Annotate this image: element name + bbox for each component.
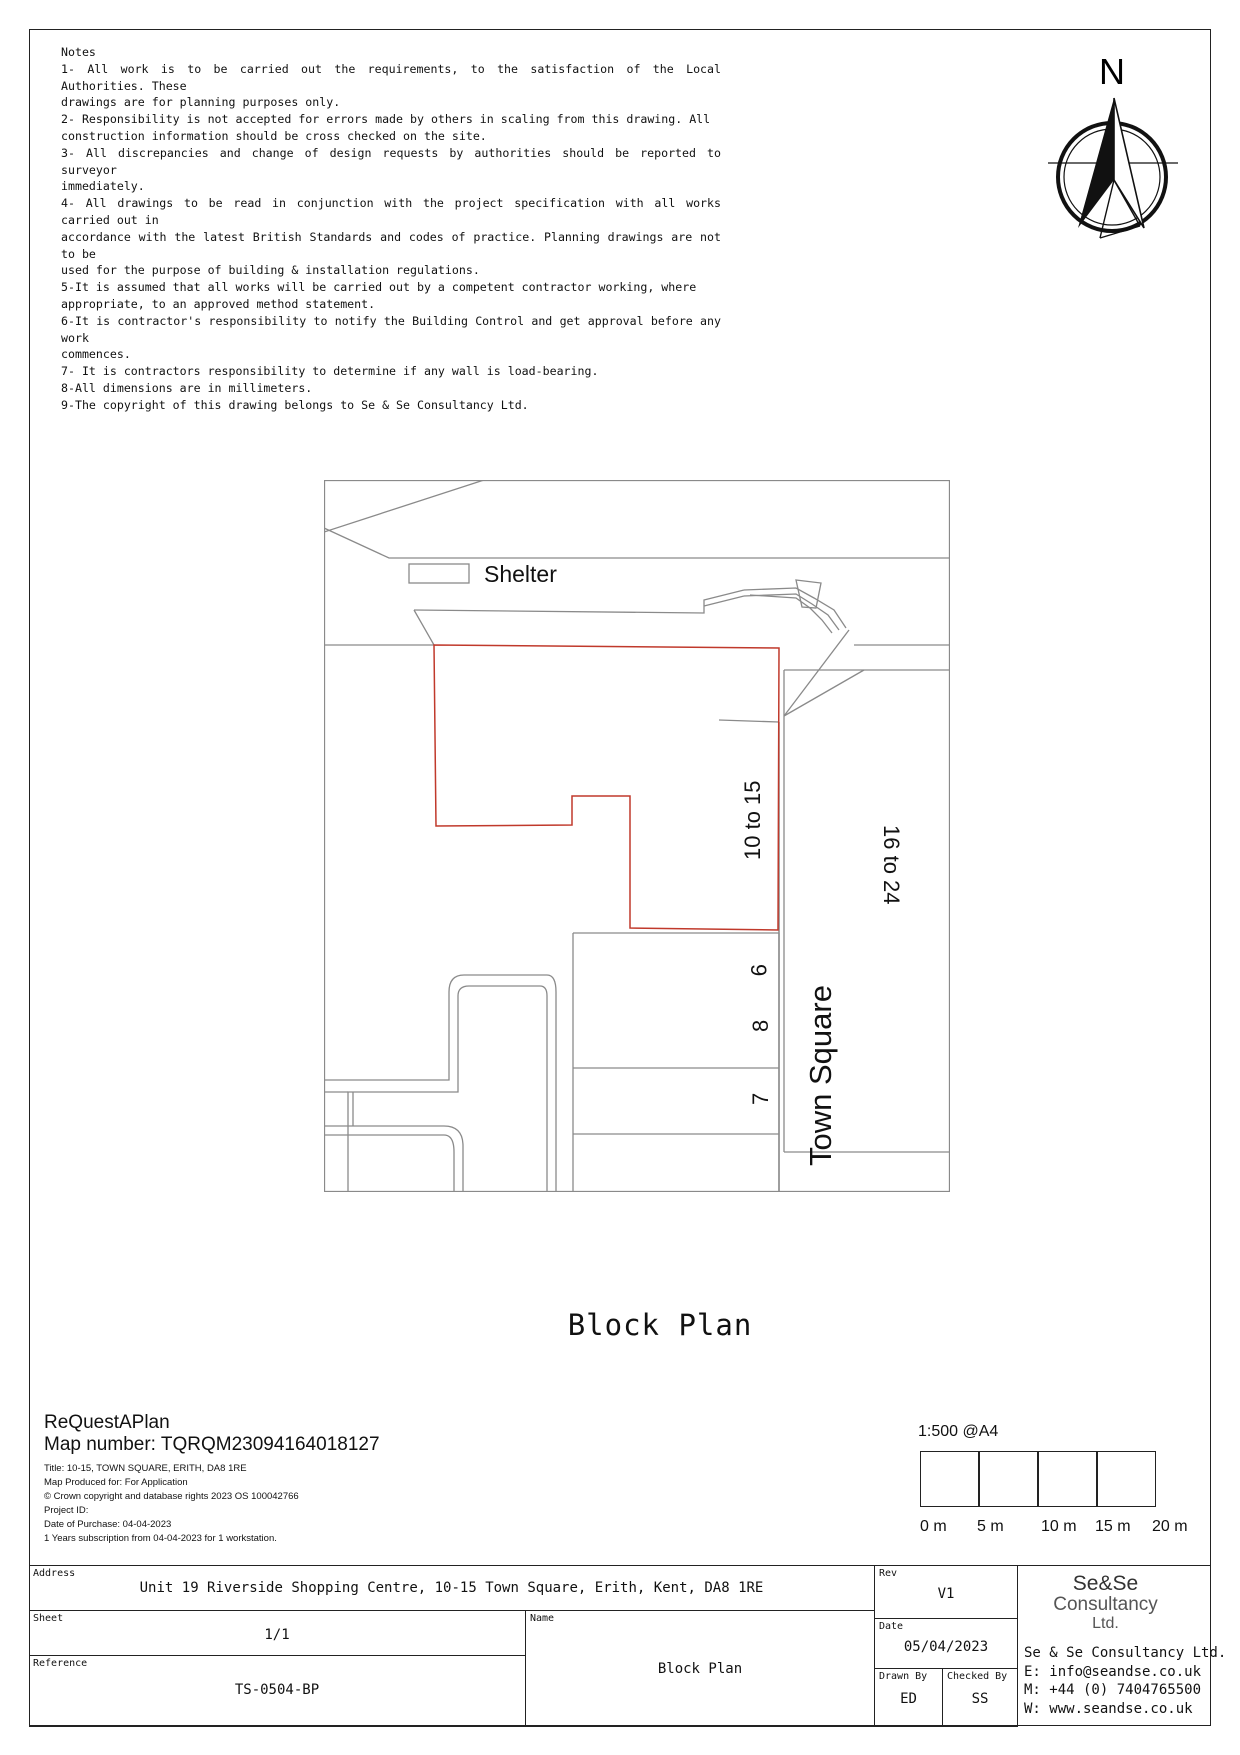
note-line: 5-It is assumed that all works will be carried out by a competent contractor working, where [61, 280, 697, 295]
scale-tick: 10 m [1041, 1518, 1077, 1535]
sheet-caption: Sheet [33, 1613, 64, 1624]
scale-label: 1:500 @A4 [918, 1423, 999, 1440]
sheet-value: 1/1 [264, 1627, 290, 1643]
note-line: 1- All work is to be carried out the requirements, to the satisfaction of the Local Authorities. These [61, 61, 721, 93]
map-label-shelter: Shelter [484, 561, 557, 587]
rap-line: 1 Years subscription from 04-04-2023 for 1 workstation. [44, 1533, 277, 1544]
company-email[interactable]: E: info@seandse.co.uk [1024, 1663, 1202, 1680]
company-web[interactable]: W: www.seandse.co.uk [1024, 1700, 1193, 1717]
plan-title: Block Plan [567, 1308, 753, 1342]
map-label-unit-9: 9 [746, 964, 771, 977]
scale-tick: 0 m [920, 1518, 947, 1535]
company-logo-line2: Consultancy [1053, 1594, 1158, 1615]
drawn-caption: Drawn By [879, 1671, 928, 1682]
map-label-unit-8: 8 [748, 1019, 773, 1032]
date-value: 05/04/2023 [903, 1639, 989, 1655]
note-line: immediately. [61, 179, 145, 194]
company-logo-line3: Ltd. [1092, 1615, 1119, 1632]
note-line: appropriate, to an approved method statement. [61, 296, 376, 311]
note-line: commences. [61, 347, 131, 362]
scale-bar [920, 1451, 1158, 1509]
reference-value: TS-0504-BP [234, 1682, 320, 1698]
company-name: Se & Se Consultancy Ltd. [1024, 1645, 1227, 1661]
scale-tick: 5 m [977, 1518, 1004, 1535]
company-logo-line1: Se&Se [1072, 1572, 1139, 1595]
rap-brand: ReQuestAPlan [44, 1412, 170, 1433]
reference-caption: Reference [33, 1658, 88, 1669]
company-mobile[interactable]: M: +44 (0) 7404765500 [1024, 1682, 1202, 1699]
drawn-by-cell [875, 1669, 943, 1727]
map-border [325, 481, 950, 1192]
address-value: Unit 19 Riverside Shopping Centre, 10-15 Town Square, Erith, Kent, DA8 1RE [139, 1580, 764, 1596]
drawn-value: ED [900, 1691, 917, 1707]
note-line: 2- Responsibility is not accepted for errors made by others in scaling from this drawing. All [61, 112, 711, 127]
rap-line: Map Produced for: For Application [44, 1477, 188, 1488]
rap-line: Project ID: [44, 1505, 89, 1516]
reference-cell [29, 1656, 526, 1727]
map-label-units-16-24: 16 to 24 [879, 825, 904, 905]
map-label-units-10-15: 10 to 15 [740, 780, 765, 860]
rap-map-number: Map number: TQRQM23094164018127 [44, 1434, 380, 1455]
notes-block [61, 44, 721, 414]
checked-value: SS [971, 1691, 989, 1707]
sheet-cell [29, 1611, 526, 1656]
note-line: 4- All drawings to be read in conjunction with the project specification with all works carried out in [61, 196, 721, 227]
map-label-town-square: Town Square [803, 985, 838, 1166]
date-caption: Date [879, 1621, 904, 1632]
company-block [1018, 1565, 1227, 1726]
name-caption: Name [530, 1613, 555, 1624]
note-line: construction information should be cross checked on the site. [61, 128, 487, 143]
rev-cell [875, 1566, 1018, 1619]
name-value: Block Plan [657, 1661, 743, 1677]
north-arrow-icon [1040, 50, 1200, 240]
request-a-plan-info [44, 1412, 380, 1546]
north-label: N [1099, 51, 1125, 92]
note-line: 8-All dimensions are in millimeters. [61, 380, 313, 395]
rap-line: Date of Purchase: 04-04-2023 [44, 1519, 172, 1530]
scale-tick: 20 m [1152, 1518, 1188, 1535]
address-caption: Address [33, 1568, 76, 1579]
note-line: accordance with the latest British Standards and codes of practice. Planning drawings are not to be [61, 229, 721, 261]
block-plan-map [324, 480, 950, 1192]
date-cell [875, 1619, 1018, 1669]
rap-line: © Crown copyright and database rights 2023 OS 100042766 [44, 1491, 299, 1502]
site-boundary [434, 645, 779, 930]
rev-caption: Rev [879, 1568, 898, 1579]
notes-heading: Notes [61, 45, 96, 59]
note-line: 3- All discrepancies and change of design requests by authorities should be reported to surveyor [61, 145, 721, 177]
name-cell [526, 1611, 875, 1727]
shelter-outline [409, 564, 469, 583]
scale-tick: 15 m [1095, 1518, 1131, 1535]
note-line: drawings are for planning purposes only. [61, 95, 341, 110]
rap-line: Title: 10-15, TOWN SQUARE, ERITH, DA8 1RE [44, 1463, 247, 1474]
rev-value: V1 [937, 1586, 955, 1602]
address-cell [29, 1566, 875, 1611]
note-line: 7- It is contractors responsibility to determine if any wall is load-bearing. [61, 364, 599, 379]
note-line: 6-It is contractor's responsibility to notify the Building Control and get approval before any work [61, 313, 721, 345]
note-line: used for the purpose of building & installation regulations. [61, 263, 480, 278]
map-label-unit-7: 7 [748, 1092, 773, 1105]
checked-caption: Checked By [947, 1671, 1008, 1682]
checked-by-cell [943, 1669, 1018, 1727]
note-line: 9-The copyright of this drawing belongs to Se & Se Consultancy Ltd. [61, 397, 529, 412]
